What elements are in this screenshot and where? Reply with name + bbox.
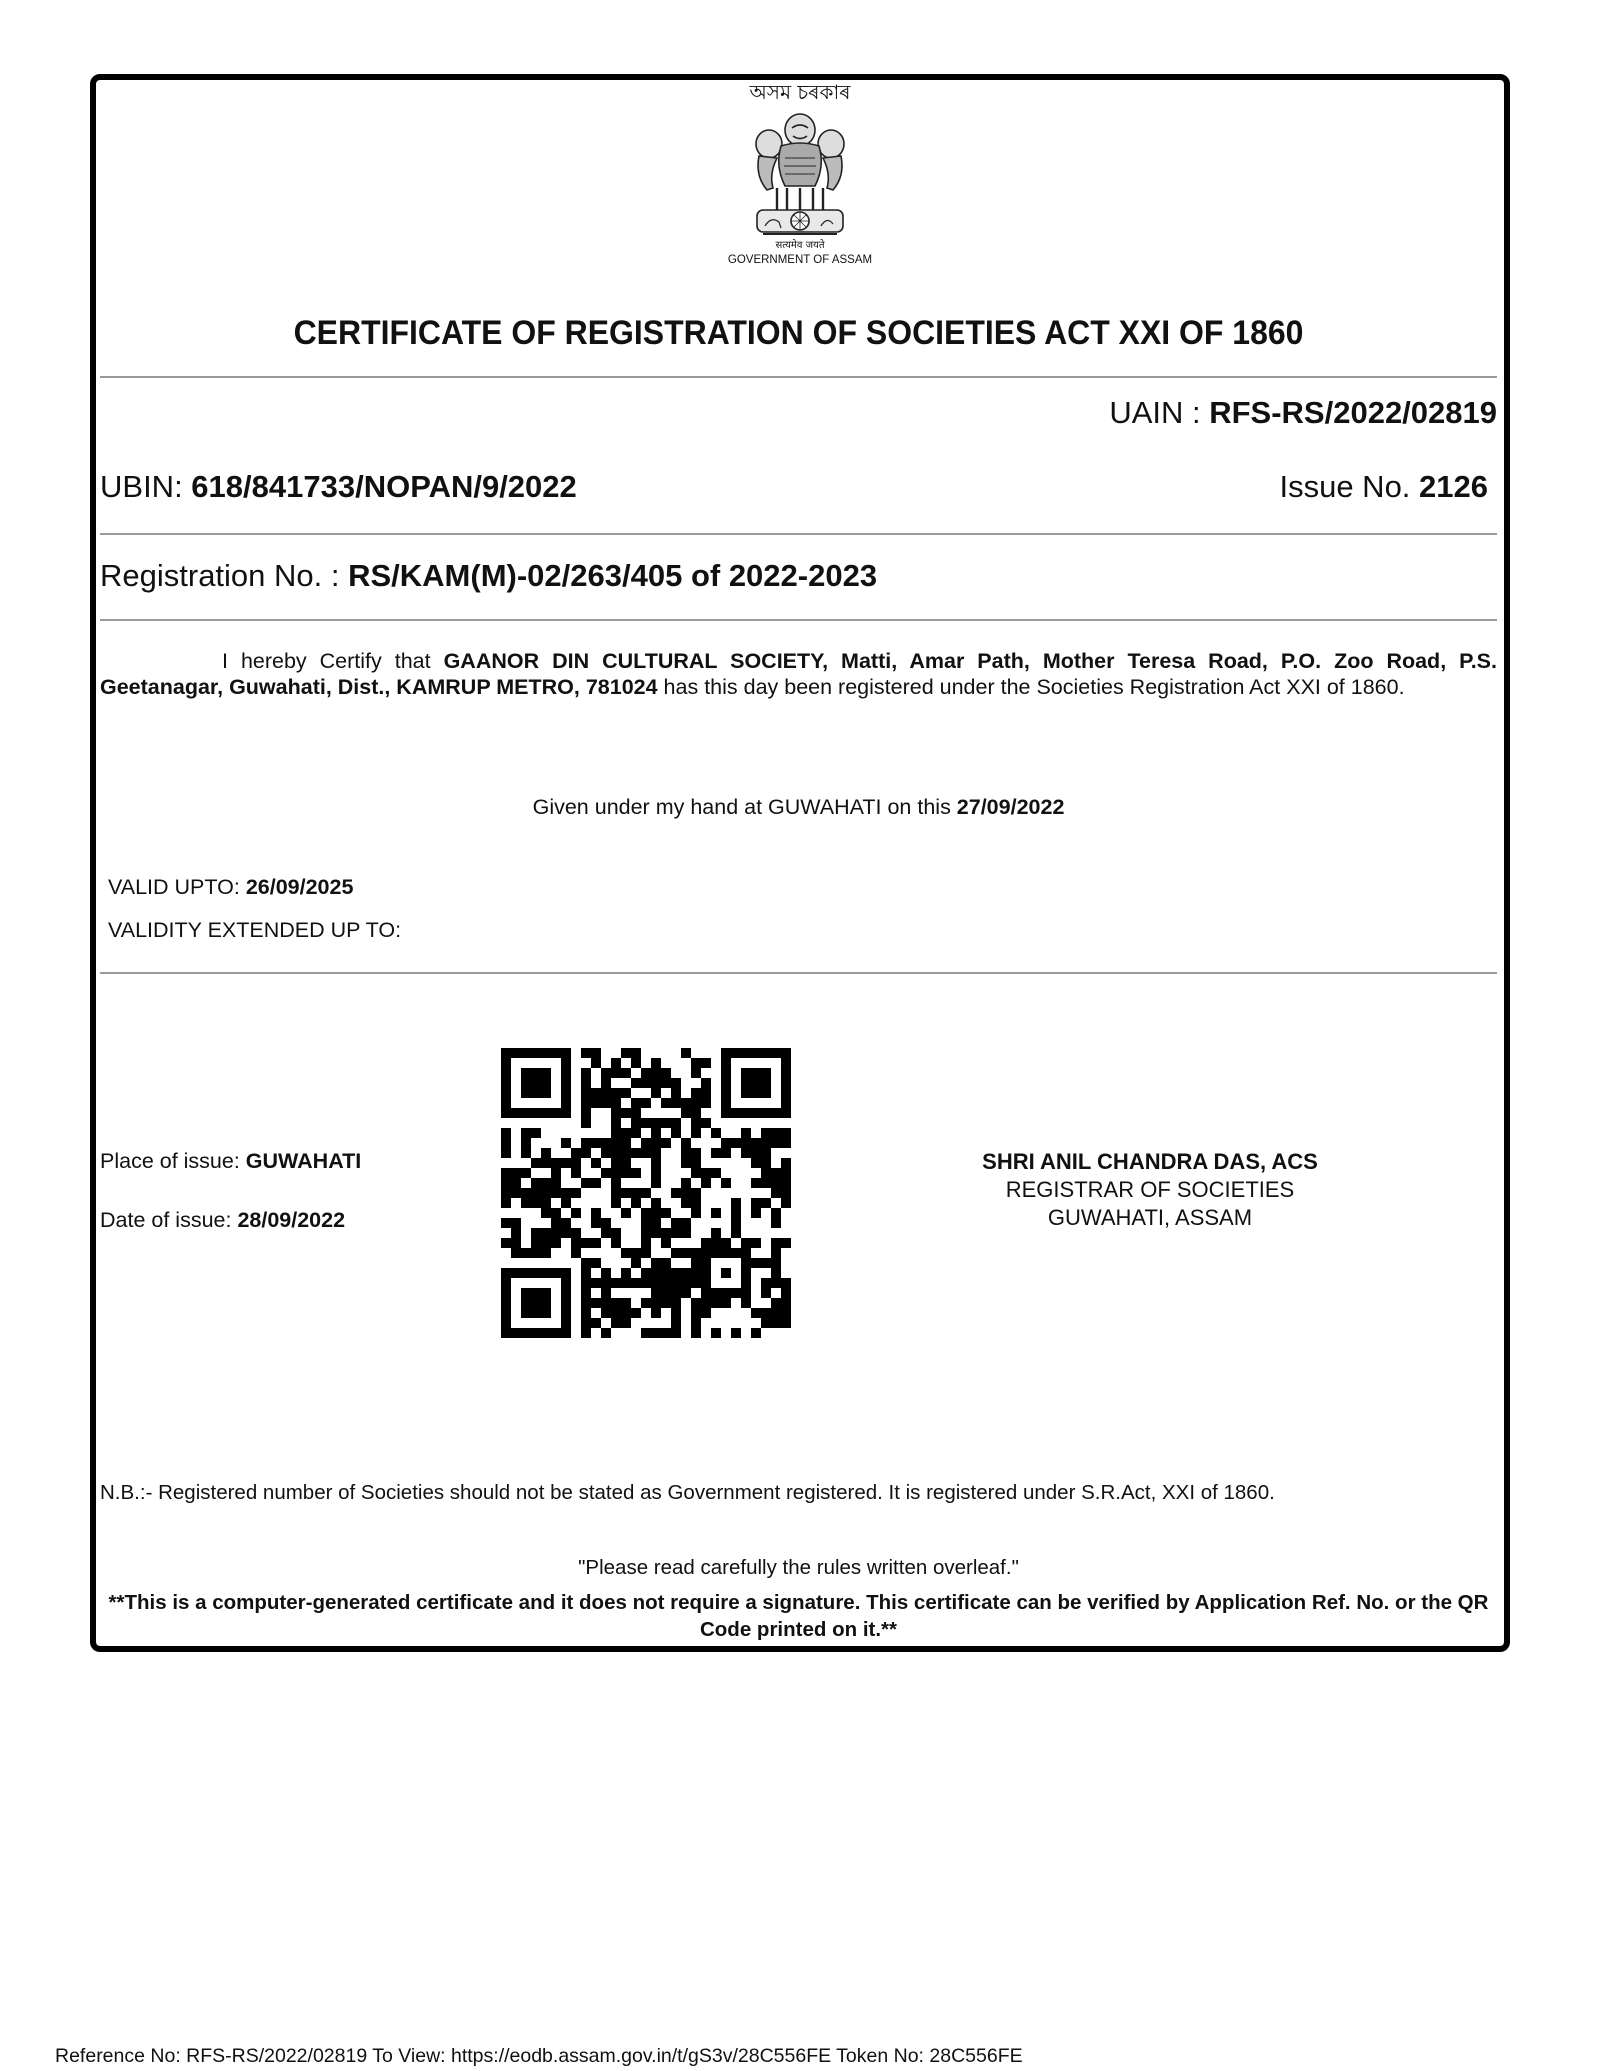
emblem-motto: सत्यमेव जयते [775, 240, 825, 251]
society-name-address: GAANOR DIN CULTURAL SOCIETY, Matti, Amar Path, Mother Teresa Road, P.O. Zoo Road, P.S. Geetanagar, Guwahati, Dist., KAMRUP METRO, 781024 [100, 649, 1497, 699]
place-of-issue [100, 1148, 361, 1174]
certify-closing: has this day been registered under the Societies Registration Act XXI of 1860. [657, 675, 1405, 699]
computer-generated-disclaimer: **This is a computer-generated certificate and it does not require a signature. This certificate can be verified by Application Ref. No. or the QR Code printed on it.** [108, 1591, 1489, 1641]
given-text: Given under my hand at GUWAHATI on this [532, 795, 957, 819]
uain-field [1109, 395, 1497, 431]
certificate-border [90, 74, 1510, 1652]
valid-label: VALID UPTO: [108, 875, 246, 899]
divider [100, 376, 1497, 378]
date-of-issue [100, 1207, 345, 1233]
divider [100, 533, 1497, 535]
signatory-designation: REGISTRAR OF SOCIETIES [1005, 1177, 1295, 1202]
registration-value: RS/KAM(M)-02/263/405 of 2022-2023 [348, 558, 878, 593]
signatory-name: SHRI ANIL CHANDRA DAS, ACS [982, 1149, 1318, 1174]
qr-code-icon[interactable] [501, 1048, 791, 1338]
registration-number-field [100, 558, 877, 594]
date-value: 28/09/2022 [237, 1208, 346, 1232]
ubin-field [100, 469, 577, 505]
state-name-assamese: অসম চৰকাৰ [749, 80, 851, 104]
uain-label: UAIN : [1109, 395, 1210, 430]
certification-paragraph [100, 648, 1497, 700]
validity-extended: VALIDITY EXTENDED UP TO: [108, 918, 402, 942]
date-label: Date of issue: [100, 1208, 238, 1232]
nb-note: N.B.:- Registered number of Societies should not be stated as Government registered. It is registered under S.R.Act, XXI of 1860. [100, 1481, 1275, 1504]
issue-label: Issue No. [1279, 469, 1420, 504]
national-emblem-icon [745, 108, 855, 243]
certificate-title: CERTIFICATE OF REGISTRATION OF SOCIETIES ACT XXI OF 1860 [293, 314, 1304, 352]
issue-value: 2126 [1419, 469, 1488, 504]
ubin-value: 618/841733/NOPAN/9/2022 [191, 469, 577, 504]
divider [100, 972, 1497, 974]
valid-value: 26/09/2025 [245, 875, 354, 899]
uain-value: RFS-RS/2022/02819 [1209, 395, 1497, 430]
ubin-label: UBIN: [100, 469, 192, 504]
registration-label: Registration No. : [100, 558, 349, 593]
reference-footer[interactable]: Reference No: RFS-RS/2022/02819 To View: https://eodb.assam.gov.in/t/gS3v/28C556FE Token No: 28C556FE [55, 2045, 1023, 2067]
given-under-hand [100, 794, 1497, 820]
government-name: GOVERNMENT OF ASSAM [727, 254, 873, 266]
signatory-location: GUWAHATI, ASSAM [1047, 1205, 1253, 1230]
place-value: GUWAHATI [245, 1149, 362, 1173]
divider [100, 619, 1497, 621]
valid-upto [108, 874, 353, 900]
given-date: 27/09/2022 [956, 795, 1065, 819]
please-read-note: "Please read carefully the rules written overleaf." [578, 1556, 1019, 1579]
issue-number-field [1279, 469, 1488, 505]
place-label: Place of issue: [100, 1149, 246, 1173]
certify-intro: I hereby Certify that [222, 649, 444, 673]
